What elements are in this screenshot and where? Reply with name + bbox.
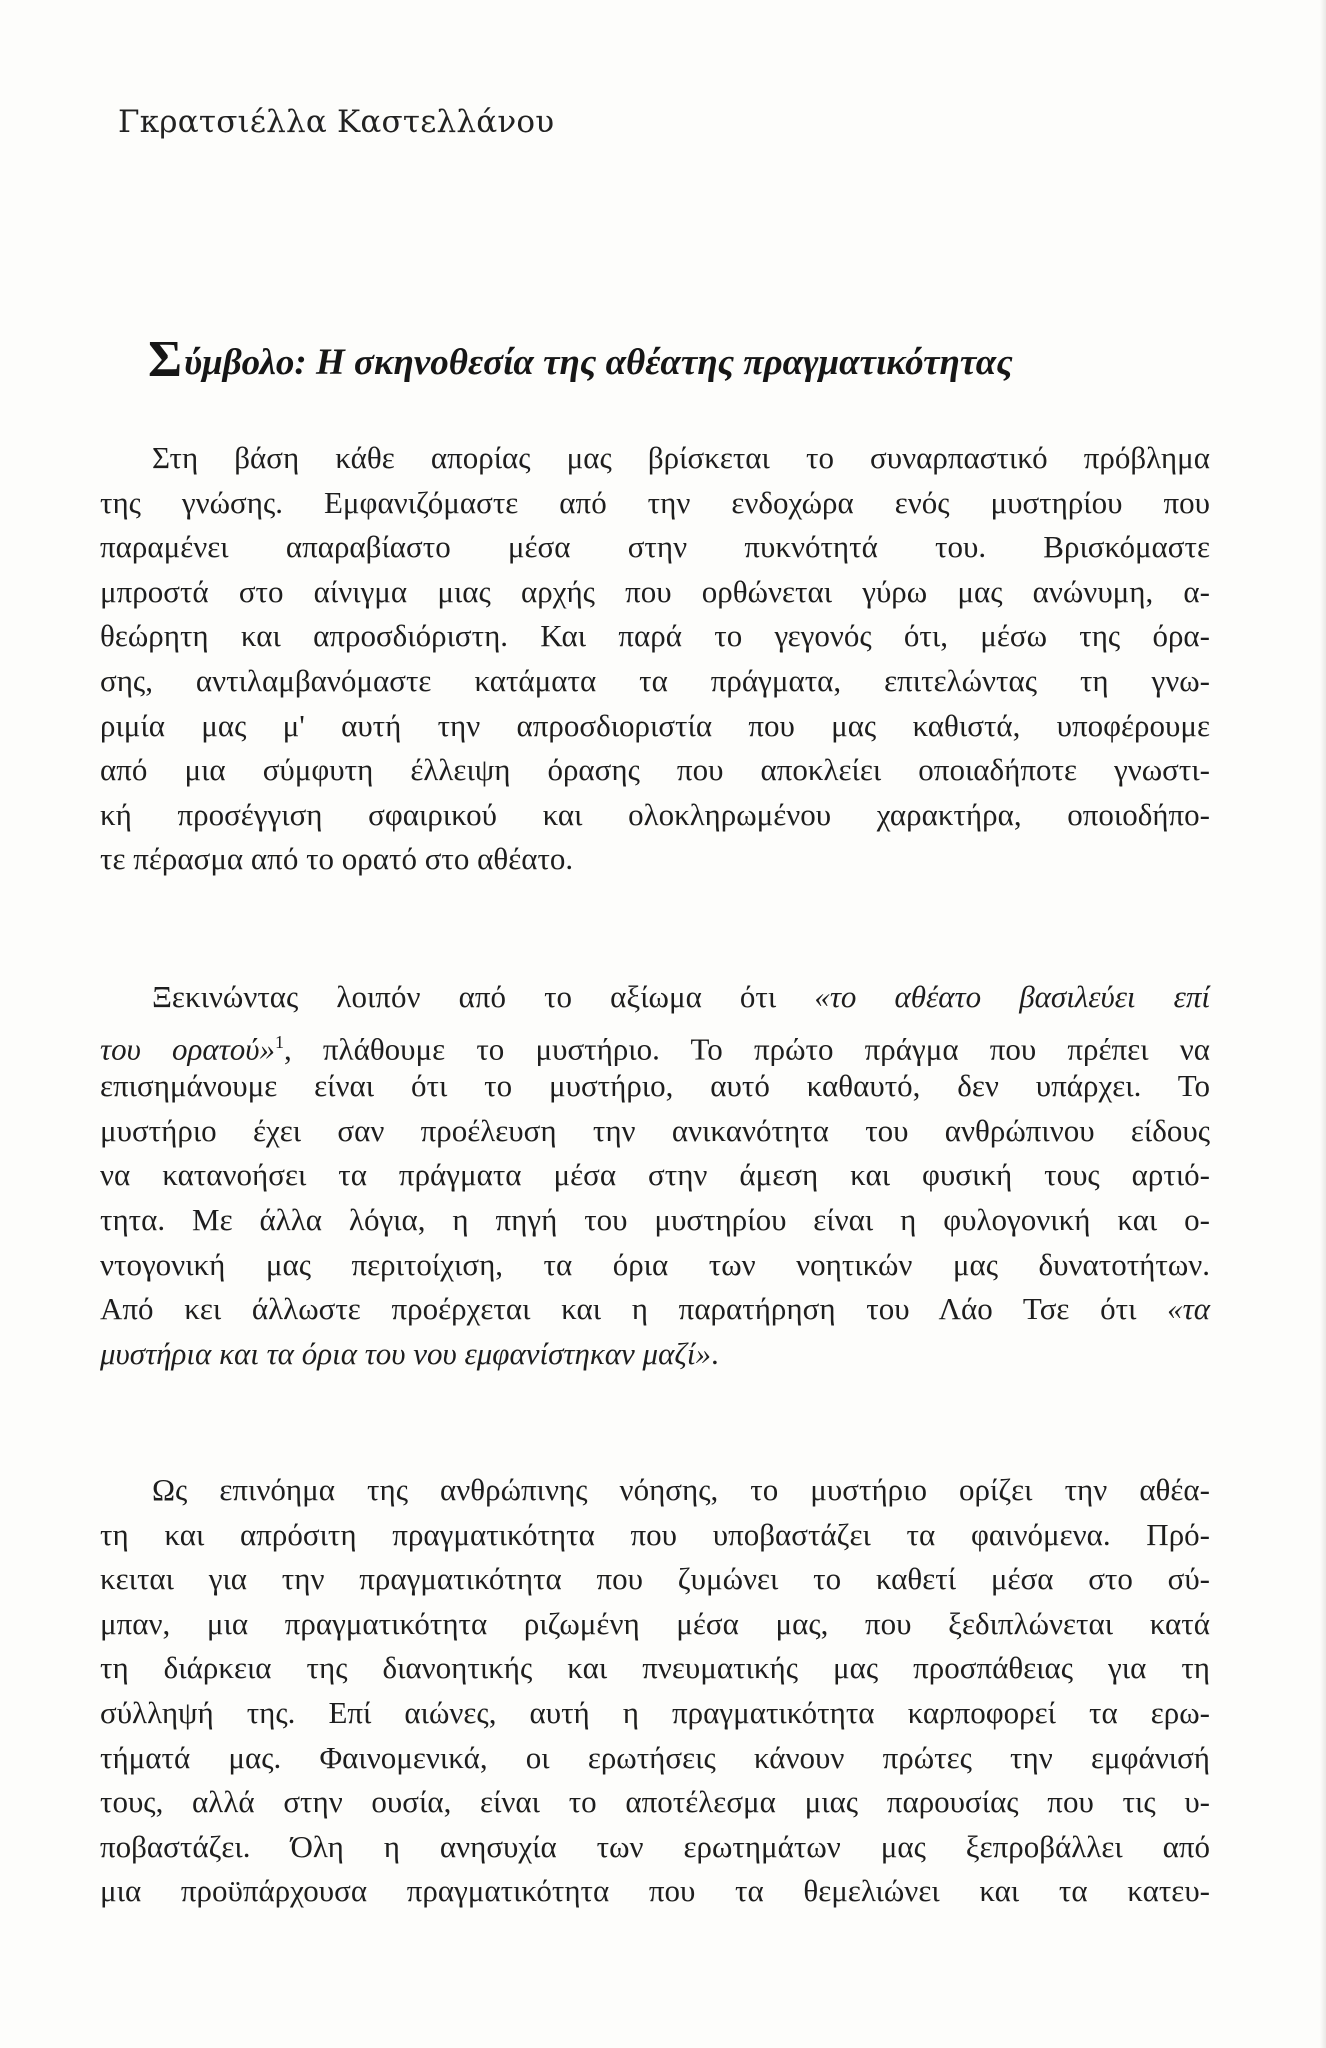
text-line: τήματά μας. Φαινομενικά, οι ερωτήσεις κάνουν πρώτες την εμφάνισή — [100, 1739, 1210, 1775]
text-line: μια προϋπάρχουσα πραγματικότητα που τα θεμελιώνει και τα κατευ- — [100, 1873, 1210, 1909]
text-line — [100, 975, 1210, 1020]
text-line: Στη βάση κάθε απορίας μας βρίσκεται το συναρπαστικό πρόβλημα — [152, 440, 1210, 475]
chapter-dropcap: Σ — [148, 331, 182, 388]
text-line: τη διάρκεια της διανοητικής και πνευματικής μας προσπάθειας για τη — [100, 1650, 1210, 1686]
text-line: κή προσέγγιση σφαιρικού και ολοκληρωμένου χαρακτήρα, οποιοδήπο- — [100, 796, 1210, 832]
chapter-title-text: ύμβολο: Η σκηνοθεσία της αθέατης πραγματικότητας — [184, 342, 1013, 383]
text-line: τητα. Με άλλα λόγια, η πηγή του μυστηρίου είναι η φυλογονική και ο- — [100, 1201, 1210, 1237]
text-line: θεώρητη και απροσδιόριστη. Και παρά το γεγονός ότι, μέσω της όρα- — [100, 618, 1210, 654]
text-line: σύλληψή της. Επί αιώνες, αυτή η πραγματικότητα καρποφορεί τα ερω- — [100, 1694, 1210, 1730]
text-line: Ως επινόημα της ανθρώπινης νόησης, το μυστήριο ορίζει την αθέα- — [152, 1472, 1210, 1507]
quote-italic: μυστήρια και τα όρια του νου εμφανίστηκαν μαζί» — [100, 1335, 712, 1371]
text-line: ντογονική μας περιτοίχιση, τα όρια των νοητικών μας δυνατοτήτων. — [100, 1246, 1210, 1282]
text-line: τη και απρόσιτη πραγματικότητα που υποβαστάζει τα φαινόμενα. Πρό- — [100, 1516, 1210, 1552]
text-line: παραμένει απαραβίαστο μέσα στην πυκνότητά του. Βρισκόμαστε — [100, 529, 1210, 565]
text-line: ποβαστάζει. Όλη η ανησυχία των ερωτημάτων μας ξεπροβάλλει από — [100, 1828, 1210, 1864]
text-run: . — [711, 1335, 719, 1371]
footnote-ref[interactable]: 1 — [274, 1031, 284, 1052]
text-line: τους, αλλά στην ουσία, είναι το αποτέλεσμα μιας παρουσίας που τις υ- — [100, 1784, 1210, 1820]
text-line: σης, αντιλαμβανόμαστε κατάματα τα πράγματα, επιτελώντας τη γνω- — [100, 662, 1210, 698]
text-line: ριμία μας μ' αυτή την απροσδιοριστία που μας καθιστά, υποφέρουμε — [100, 707, 1210, 743]
text-line: να κατανοήσει τα πράγματα μέσα στην άμεση και φυσική τους αρτιό- — [100, 1157, 1210, 1193]
text-run: Από κει άλλωστε προέρχεται και η παρατήρηση του Λάο Τσε ότι — [100, 1291, 1168, 1327]
paragraph-2 — [100, 975, 1210, 1376]
text-line — [100, 1332, 1210, 1377]
text-line: της γνώσης. Εμφανιζόμαστε από την ενδοχώρα ενός μυστηρίου που — [100, 484, 1210, 520]
page-edge-shadow — [1320, 0, 1326, 2048]
text-line: κειται για την πραγματικότητα που ζυμώνει το καθετί μέσα στο σύ- — [100, 1561, 1210, 1597]
quote-italic: του ορατού» — [100, 1030, 275, 1066]
text-line: από μια σύμφυτη έλλειψη όρασης που αποκλείει οποιαδήποτε γνωστι- — [100, 752, 1210, 788]
text-line — [100, 1020, 1210, 1065]
text-line: μυστήριο έχει σαν προέλευση την ανικανότητα του ανθρώπινου είδους — [100, 1112, 1210, 1148]
text-line: μπροστά στο αίνιγμα μιας αρχής που ορθώνεται γύρω μας ανώνυμη, α- — [100, 573, 1210, 609]
text-run: Ξεκινώντας λοιπόν από το αξίωμα ότι — [152, 979, 815, 1014]
quote-italic: «τα — [1167, 1291, 1210, 1327]
text-run: , πλάθουμε το μυστήριο. Το πρώτο πράγμα που πρέπει να — [283, 1030, 1210, 1066]
text-line: μπαν, μια πραγματικότητα ριζωμένη μέσα μας, που ξεδιπλώνεται κατά — [100, 1605, 1210, 1641]
running-head-author: Γκρατσιέλλα Καστελλάνου — [118, 104, 555, 140]
paragraph-3 — [100, 1468, 1210, 1914]
paragraph-1 — [100, 436, 1210, 882]
chapter-title — [148, 330, 1208, 389]
text-line — [100, 1287, 1210, 1332]
text-line: τε πέρασμα από το ορατό στο αθέατο. — [100, 841, 574, 877]
quote-italic: «το αθέατο βασιλεύει επί — [814, 979, 1210, 1014]
text-line: επισημάνουμε είναι ότι το μυστήριο, αυτό καθαυτό, δεν υπάρχει. Το — [100, 1068, 1210, 1104]
